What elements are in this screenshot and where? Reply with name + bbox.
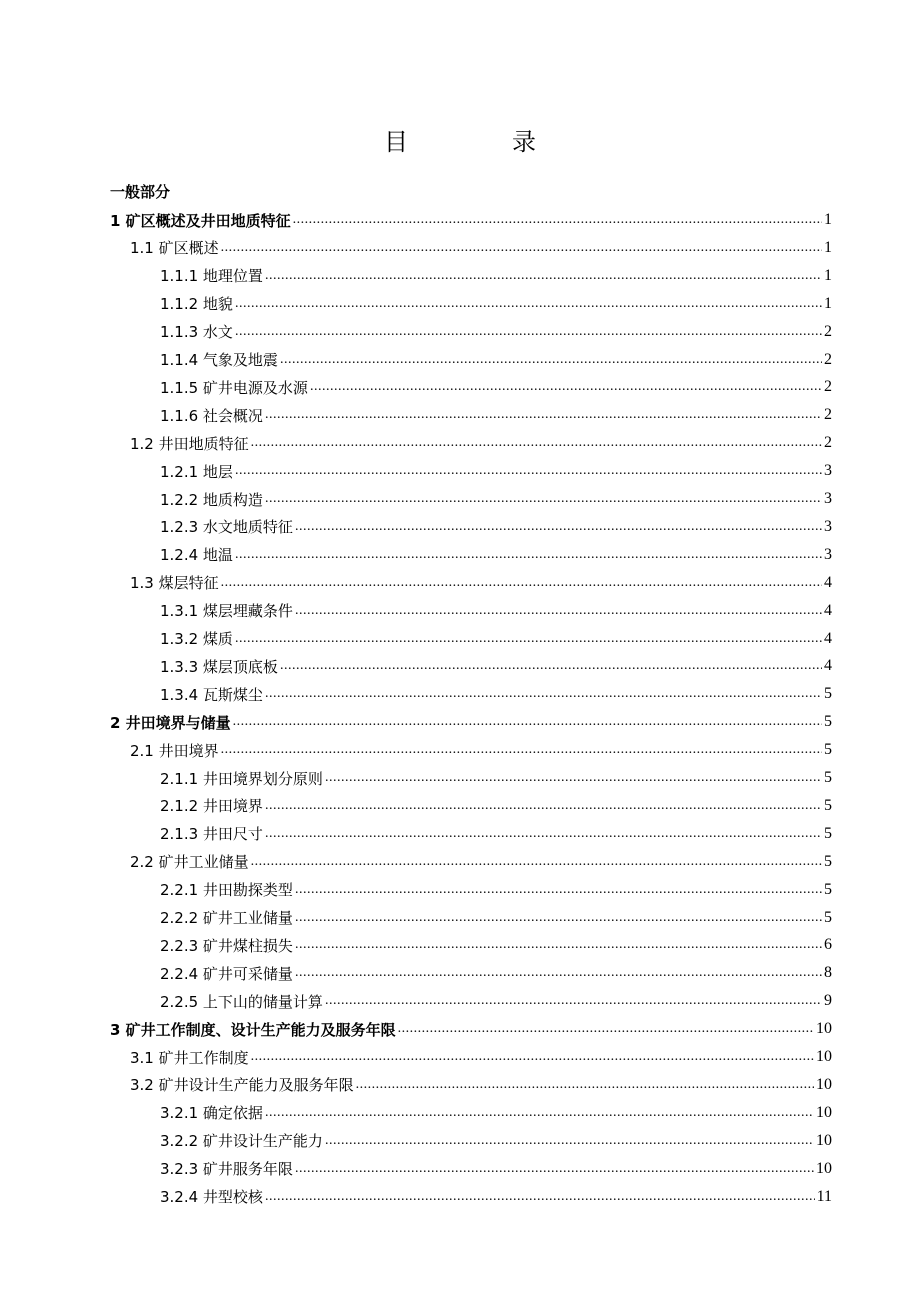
toc-leader-dots [265, 485, 822, 513]
toc-entry-page: 5 [824, 685, 832, 703]
toc-entry-label: 1.2.4 地温 [160, 546, 233, 565]
toc-entry-page: 4 [824, 657, 832, 675]
toc-entry[interactable] [160, 764, 832, 792]
toc-entry-label: 3.2.1 确定依据 [160, 1104, 263, 1123]
toc-entry[interactable] [160, 597, 832, 625]
toc-entry[interactable] [130, 234, 832, 262]
toc-entry-page: 10 [816, 1103, 832, 1121]
toc-entry-label: 3.2 矿井设计生产能力及服务年限 [130, 1076, 354, 1095]
toc-entry-label: 2.1.1 井田境界划分原则 [160, 769, 323, 788]
toc-entry-page: 1 [824, 294, 832, 312]
toc-entry-page: 2 [824, 350, 832, 368]
toc-entry[interactable] [110, 1015, 832, 1043]
toc-entry[interactable] [110, 206, 832, 234]
toc-entry-label: 3.2.4 井型校核 [160, 1188, 263, 1206]
toc-entry-page: 3 [824, 517, 832, 535]
toc-entry-label: 2.2.1 井田勘探类型 [160, 881, 293, 900]
toc-entry-label: 1.3.2 煤质 [160, 630, 233, 648]
toc-entry-page: 5 [824, 880, 832, 898]
toc-leader-dots [235, 457, 822, 485]
toc-entry[interactable] [160, 1127, 832, 1155]
toc-leader-dots [221, 736, 822, 764]
toc-leader-dots [295, 513, 822, 541]
toc-entry-page: 1 [824, 266, 832, 284]
toc-leader-dots [251, 1043, 814, 1071]
toc-entry-page: 5 [824, 713, 832, 731]
toc-entry-page: 4 [824, 601, 832, 619]
toc-leader-dots [295, 597, 822, 625]
toc-entry-label: 1.1.5 矿井电源及水源 [160, 378, 308, 397]
toc-leader-dots [295, 876, 822, 904]
toc-leader-dots [221, 234, 822, 262]
toc-entry-page: 10 [816, 1075, 832, 1093]
toc-entry[interactable] [160, 1183, 832, 1211]
toc-entry-label: 2.2.4 矿井可采储量 [160, 964, 293, 983]
toc-entry-page: 1 [824, 211, 832, 228]
toc-leader-dots [265, 792, 822, 820]
toc-entry-label: 1.1.1 地理位置 [160, 267, 263, 286]
toc-entry-label: 1.3 煤层特征 [130, 574, 219, 593]
toc-leader-dots [235, 541, 822, 569]
toc-leader-dots [325, 987, 822, 1015]
toc-entry-page: 3 [824, 462, 832, 480]
toc-leader-dots [325, 1127, 814, 1155]
toc-entry-page: 2 [824, 434, 832, 452]
toc-entry-label: 1.1.2 地貌 [160, 295, 233, 314]
toc-entry-label: 2.1.2 井田境界 [160, 797, 263, 816]
part-heading: 一般部分 [110, 183, 171, 201]
toc-entry-page: 2 [824, 378, 832, 396]
toc-entry[interactable] [160, 1155, 832, 1183]
toc-entry[interactable] [160, 931, 832, 959]
toc-leader-dots [265, 1099, 814, 1127]
toc-entry-page: 11 [816, 1187, 832, 1205]
toc-entry-page: 10 [816, 1020, 832, 1038]
toc-entry-label: 2.1.3 井田尺寸 [160, 825, 263, 844]
page-title: 目 录 [384, 128, 576, 156]
toc-leader-dots [398, 1015, 814, 1043]
toc-leader-dots [295, 1155, 814, 1183]
toc-entry[interactable] [160, 401, 832, 429]
toc-entry[interactable] [160, 680, 832, 708]
toc-entry-page: 10 [816, 1159, 832, 1177]
toc-leader-dots [251, 429, 822, 457]
toc-leader-dots [235, 625, 822, 653]
toc-entry-page: 5 [824, 741, 832, 759]
toc-entry[interactable] [160, 290, 832, 318]
toc-entry-label: 1.1.4 气象及地震 [160, 351, 278, 369]
toc-leader-dots [280, 346, 822, 374]
toc-entry-label: 2.1 井田境界 [130, 741, 219, 760]
toc-entry[interactable] [160, 904, 832, 932]
toc-entry-label: 3.2.3 矿井服务年限 [160, 1160, 293, 1179]
toc-entry-label: 1.2.1 地层 [160, 462, 233, 481]
toc-leader-dots [310, 373, 822, 401]
toc-entry-label: 2.2.3 矿井煤柱损失 [160, 936, 293, 955]
toc-leader-dots [251, 848, 822, 876]
toc-entry-page: 10 [816, 1048, 832, 1065]
toc-entry[interactable] [160, 373, 832, 401]
toc-entry[interactable] [160, 318, 832, 346]
toc-entry-label: 1.1.3 水文 [160, 323, 233, 342]
toc-leader-dots [356, 1071, 814, 1099]
toc-entry[interactable] [160, 1099, 832, 1127]
toc-entry[interactable] [130, 736, 832, 764]
toc-leader-dots [325, 764, 822, 792]
toc-entry[interactable] [160, 262, 832, 290]
toc-entry[interactable] [130, 429, 832, 457]
toc-entry[interactable] [160, 959, 832, 987]
toc-entry-label: 1.1 矿区概述 [130, 239, 219, 258]
toc-entry-label: 3 矿井工作制度、设计生产能力及服务年限 [110, 1020, 396, 1039]
toc-entry[interactable] [110, 708, 832, 736]
toc-entry-page: 3 [824, 490, 832, 507]
toc-entry-label: 1.3.4 瓦斯煤尘 [160, 685, 263, 704]
toc-leader-dots [221, 569, 822, 597]
toc-entry-label: 1.2.2 地质构造 [160, 490, 263, 509]
toc-entry-page: 2 [824, 406, 832, 424]
toc-leader-dots [235, 318, 822, 346]
toc-entry-page: 10 [816, 1131, 832, 1149]
toc-leader-dots [280, 652, 822, 680]
toc-entry[interactable] [160, 652, 832, 680]
toc-entry-label: 2.2 矿井工业储量 [130, 853, 249, 872]
toc-entry-page: 8 [824, 964, 832, 982]
toc-entry[interactable] [130, 569, 832, 597]
toc-entry-label: 3.2.2 矿井设计生产能力 [160, 1132, 323, 1151]
toc-entry[interactable] [130, 1043, 832, 1071]
toc-entry[interactable] [130, 1071, 832, 1099]
toc-entry-page: 5 [824, 824, 832, 842]
toc-entry-page: 5 [824, 769, 832, 786]
toc-entry-label: 1.2 井田地质特征 [130, 434, 249, 453]
toc-entry-page: 3 [824, 545, 832, 563]
toc-entry[interactable] [160, 485, 832, 513]
toc-entry[interactable] [160, 876, 832, 904]
toc-entry-page: 4 [824, 629, 832, 647]
toc-entry-page: 4 [824, 573, 832, 591]
toc-entry-label: 1.3.3 煤层顶底板 [160, 657, 278, 676]
toc-entry-label: 3.1 矿井工作制度 [130, 1048, 249, 1067]
toc-entry[interactable] [160, 987, 832, 1015]
toc-entry-page: 5 [824, 796, 832, 814]
toc-entry-page: 1 [824, 238, 832, 256]
toc-entry-page: 9 [824, 992, 832, 1010]
toc-leader-dots [265, 401, 822, 429]
toc-leader-dots [265, 262, 822, 290]
toc-leader-dots [235, 290, 822, 318]
toc-entry-label: 2.2.5 上下山的储量计算 [160, 992, 323, 1011]
toc-entry-label: 2 井田境界与储量 [110, 713, 231, 732]
toc-entry-page: 2 [824, 322, 832, 340]
toc-leader-dots [233, 708, 822, 736]
toc-entry-label: 1.3.1 煤层埋藏条件 [160, 602, 293, 621]
toc-entry-page: 5 [824, 908, 832, 926]
toc-leader-dots [295, 959, 822, 987]
toc-entry[interactable] [160, 513, 832, 541]
toc-entry[interactable] [160, 541, 832, 569]
toc-entry[interactable] [130, 848, 832, 876]
toc-entry[interactable] [160, 625, 832, 653]
toc-leader-dots [265, 1183, 815, 1211]
toc-entry[interactable] [160, 346, 832, 374]
toc-entry-label: 1.2.3 水文地质特征 [160, 518, 293, 537]
toc-entry-label: 1 矿区概述及井田地质特征 [110, 211, 291, 230]
toc-entry-label: 1.1.6 社会概况 [160, 406, 263, 425]
toc-entry[interactable] [160, 820, 832, 848]
toc-leader-dots [295, 904, 822, 932]
toc-entry-label: 2.2.2 矿井工业储量 [160, 909, 293, 927]
toc-leader-dots [265, 820, 822, 848]
toc-leader-dots [295, 931, 822, 959]
toc-entry[interactable] [160, 457, 832, 485]
toc-entry-page: 6 [824, 936, 832, 954]
toc-leader-dots [293, 206, 822, 234]
toc-leader-dots [265, 680, 822, 708]
toc-entry-page: 5 [824, 852, 832, 870]
toc-entry[interactable] [160, 792, 832, 820]
